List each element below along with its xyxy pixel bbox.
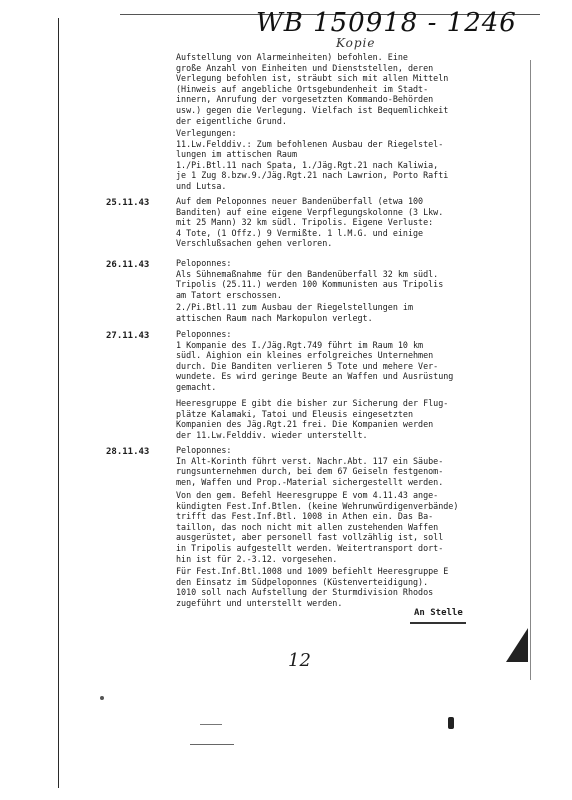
date-26-11-43: 26.11.43: [106, 260, 150, 270]
closing-text: An Stelle: [414, 608, 463, 618]
paragraph-alarm-units: Aufstellung von Alarmeinheiten) befohlen. Eine große Anzahl von Einheiten und Dienststellen, deren Verlegung befohlen ist, sträubt sich mit allen Mitteln (Hinweis auf angebliche Ortsgebundenheit im Stadt- innern, Anrufung der vorgesetzten Kommando-Behörden usw.) gegen die Verlegung. Vielfach ist Bequemlichkeit der eigentliche Grund.: [176, 52, 449, 126]
corner-damage: [506, 628, 528, 662]
right-edge-line: [530, 60, 531, 680]
paragraph-bandit-attack: Auf dem Peloponnes neuer Bandenüberfall (etwa 100 Banditen) auf eine eigene Verpflegungskolonne (3 Lkw. mit 25 Mann) 32 km südl. Tripolis. Eigene Verluste: 4 Tote, (1 Offz.) 9 Vermißte. 1 l.M.G. und einige Verschlußsachen gehen verloren.: [176, 196, 444, 249]
paragraph-aighion-operation: Peloponnes: 1 Kompanie des I./Jäg.Rgt.749 führt im Raum 10 km südl. Aighion ein kleines erfolgreiches Unternehmen durch. Die Banditen verlieren 5 Tote und mehere Ver- wundete. Es wird geringe Beute an Waffen und Ausrüstung gemacht.: [176, 329, 454, 392]
paragraph-relocations: Verlegungen: 11.Lw.Felddiv.: Zum befohlenen Ausbau der Riegelstel- lungen im attischen Raum 1./Pi.Btl.11 nach Spata, 1./Jäg.Rgt.21 nach Kaliwia, je 1 Zug 8.bzw.9./Jäg.Rgt.21 nach Lawrion, Porto Rafti und Lutsa.: [176, 128, 449, 191]
scan-speck: [190, 744, 234, 745]
archive-mark: WB 150918 - 1246: [256, 8, 517, 38]
scan-speck: [200, 724, 222, 725]
paragraph-airfield-companies: Heeresgruppe E gibt die bisher zur Sicherung der Flug- plätze Kalamaki, Tatoi und Eleusis eingesetzten Kompanien des Jäg.Rgt.21 frei. Die Kompanien werden der 11.Lw.Felddiv. wieder unterstellt.: [176, 398, 449, 440]
date-27-11-43: 27.11.43: [106, 331, 150, 341]
paragraph-engineer-relocation: 2./Pi.Btl.11 zum Ausbau der Riegelstellungen im attischen Raum nach Markopulon verlegt.: [176, 302, 413, 323]
archive-sub: Kopie: [336, 36, 376, 50]
paragraph-reprisal: Peloponnes: Als Sühnemaßnahme für den Bandenüberfall 32 km südl. Tripolis (25.11.) werden 100 Kommunisten aus Tripolis am Tatort erschossen.: [176, 258, 444, 300]
paragraph-alt-korinth: Peloponnes: In Alt-Korinth führt verst. Nachr.Abt. 117 ein Säube- rungsunternehmen durch, bei dem 67 Geiseln festgenom- men, Waffen und Prop.-Material sichergestellt werden.: [176, 445, 444, 487]
closing-underline: [410, 622, 466, 624]
margin-line: [58, 18, 59, 788]
scan-speck: [100, 696, 104, 700]
paragraph-fortress-battalions: Von den gem. Befehl Heeresgruppe E vom 4.11.43 ange- kündigten Fest.Inf.Btlen. (keine Wehrunwürdigenverbände) trifft das Fest.Inf.Btl. 1008 in Athen ein. Das Ba- taillon, das noch nicht mit allen zustehenden Waffen ausgerüstet, aber personell fast vollzählig ist, soll in Tripolis aufgestellt werden. Weitertransport dort- hin ist für 2.-3.12. vorgesehen.: [176, 490, 459, 564]
date-28-11-43: 28.11.43: [106, 447, 150, 457]
paragraph-south-peloponnese: Für Fest.Inf.Btl.1008 und 1009 befiehlt Heeresgruppe E den Einsatz im Südpeloponnes (Küstenverteidigung). 1010 soll nach Aufstellung der Sturmdivision Rhodos zugeführt und unterstellt werden.: [176, 566, 449, 608]
footer-page-mark: 12: [288, 650, 311, 671]
date-25-11-43: 25.11.43: [106, 198, 150, 208]
scan-speck: [448, 717, 454, 729]
